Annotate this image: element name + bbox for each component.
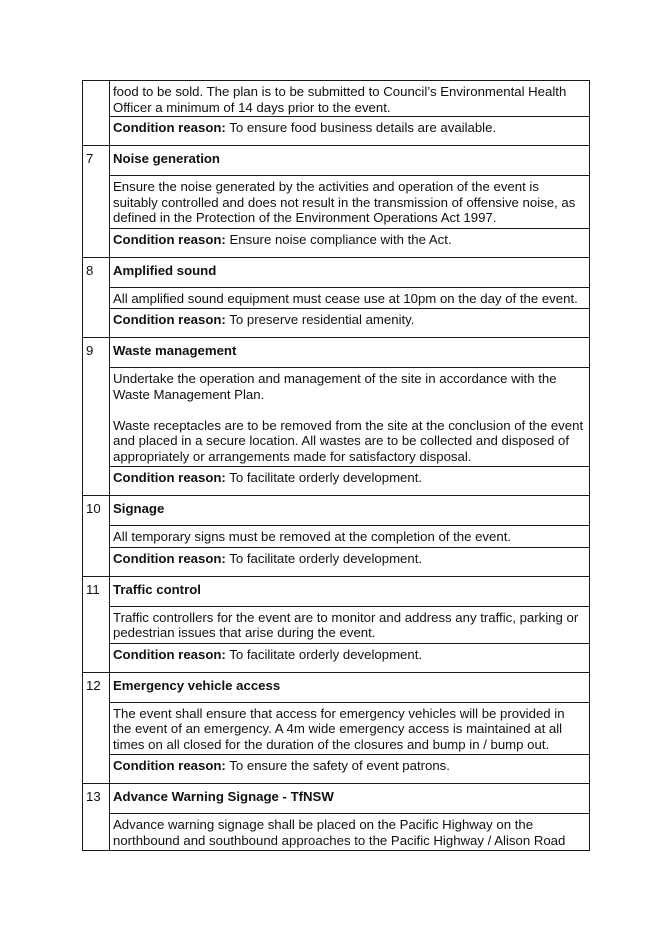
condition-paragraph: Ensure the noise generated by the activities and operation of the event is suitably controlled and does not result in the transmission of offensive noise, as defined in the Protection of the Environment Operations Act 1997. xyxy=(113,179,576,225)
condition-text-row xyxy=(83,526,590,548)
condition-number: 13 xyxy=(83,784,110,851)
condition-number: 11 xyxy=(83,576,110,672)
condition-reason-label: Condition reason: xyxy=(113,120,226,135)
condition-reason-text: To preserve residential amenity. xyxy=(229,312,415,327)
condition-reason xyxy=(110,643,590,672)
condition-reason-label: Condition reason: xyxy=(113,470,226,485)
condition-text-row xyxy=(83,176,590,229)
condition-paragraph: Advance warning signage shall be placed on the Pacific Highway on the northbound and southbound approaches to the Pacific Highway / Alison Road xyxy=(113,817,566,848)
condition-text-row xyxy=(83,814,590,851)
condition-title-row xyxy=(83,496,590,526)
condition-title: Noise generation xyxy=(110,146,590,176)
continued-condition-text: food to be sold. The plan is to be submitted to Council’s Environmental Health Officer a minimum of 14 days prior to the event. xyxy=(110,81,590,117)
condition-reason xyxy=(110,228,590,257)
condition-text-row xyxy=(83,368,590,467)
continued-condition-reason-row xyxy=(83,117,590,146)
condition-reason xyxy=(110,309,590,338)
condition-reason-text: To ensure food business details are available. xyxy=(229,120,497,135)
condition-reason-label: Condition reason: xyxy=(113,550,226,566)
condition-title-row xyxy=(83,672,590,702)
condition-title: Waste management xyxy=(110,338,590,368)
condition-title: Amplified sound xyxy=(110,257,590,287)
condition-text xyxy=(110,176,590,229)
condition-text xyxy=(110,606,590,643)
condition-text xyxy=(110,702,590,755)
condition-paragraph: All temporary signs must be removed at the completion of the event. xyxy=(113,529,512,544)
condition-reason-text: To facilitate orderly development. xyxy=(229,550,423,566)
condition-text xyxy=(110,526,590,548)
condition-reason-row xyxy=(83,228,590,257)
condition-title: Advance Warning Signage - TfNSW xyxy=(110,784,590,814)
condition-reason-text: To facilitate orderly development. xyxy=(229,470,423,485)
condition-text-row xyxy=(83,702,590,755)
condition-number: 12 xyxy=(83,672,110,784)
conditions-table-body xyxy=(83,81,590,851)
condition-reason-row xyxy=(83,755,590,784)
condition-reason-text: To facilitate orderly development. xyxy=(229,646,423,662)
condition-reason-row xyxy=(83,467,590,496)
condition-number: 8 xyxy=(83,257,110,338)
condition-reason-label: Condition reason: xyxy=(113,312,226,327)
condition-reason xyxy=(110,755,590,784)
condition-reason-text: Ensure noise compliance with the Act. xyxy=(229,231,452,247)
condition-title: Traffic control xyxy=(110,576,590,606)
condition-reason-label: Condition reason: xyxy=(113,758,226,773)
condition-reason xyxy=(110,547,590,576)
conditions-table xyxy=(82,80,590,851)
condition-paragraph: Traffic controllers for the event are to monitor and address any traffic, parking or pedestrian issues that arise during the event. xyxy=(113,609,579,640)
condition-title-row xyxy=(83,257,590,287)
condition-paragraph: Undertake the operation and management of the site in accordance with the Waste Management Plan. xyxy=(113,371,557,402)
condition-paragraph: Waste receptacles are to be removed from the site at the conclusion of the event and placed in a secure location. All wastes are to be collected and disposed of appropriately or arrangements made for satisfactory disposal. xyxy=(113,417,584,464)
continued-condition-number-cell xyxy=(83,81,110,146)
condition-text xyxy=(110,814,590,851)
condition-text xyxy=(110,368,590,467)
condition-reason-row xyxy=(83,643,590,672)
condition-title-row xyxy=(83,338,590,368)
condition-title: Emergency vehicle access xyxy=(110,672,590,702)
condition-title: Signage xyxy=(110,496,590,526)
continued-condition-reason xyxy=(110,117,590,146)
condition-paragraph: The event shall ensure that access for emergency vehicles will be provided in the event of an emergency. A 4m wide emergency access is maintained at all times on all closed for the duration of the closures and bump in / bump out. xyxy=(113,705,565,752)
condition-reason-label: Condition reason: xyxy=(113,646,226,662)
condition-number: 10 xyxy=(83,496,110,577)
condition-reason-row xyxy=(83,309,590,338)
condition-reason-text: To ensure the safety of event patrons. xyxy=(229,758,450,773)
condition-text-row xyxy=(83,287,590,309)
condition-number: 9 xyxy=(83,338,110,496)
condition-text xyxy=(110,287,590,309)
condition-reason xyxy=(110,467,590,496)
condition-title-row xyxy=(83,146,590,176)
condition-number: 7 xyxy=(83,146,110,258)
condition-reason-label: Condition reason: xyxy=(113,231,226,247)
condition-text-row xyxy=(83,606,590,643)
continued-condition-text-row xyxy=(83,81,590,117)
condition-title-row xyxy=(83,576,590,606)
condition-title-row xyxy=(83,784,590,814)
condition-paragraph: All amplified sound equipment must cease use at 10pm on the day of the event. xyxy=(113,290,578,306)
condition-reason-row xyxy=(83,547,590,576)
